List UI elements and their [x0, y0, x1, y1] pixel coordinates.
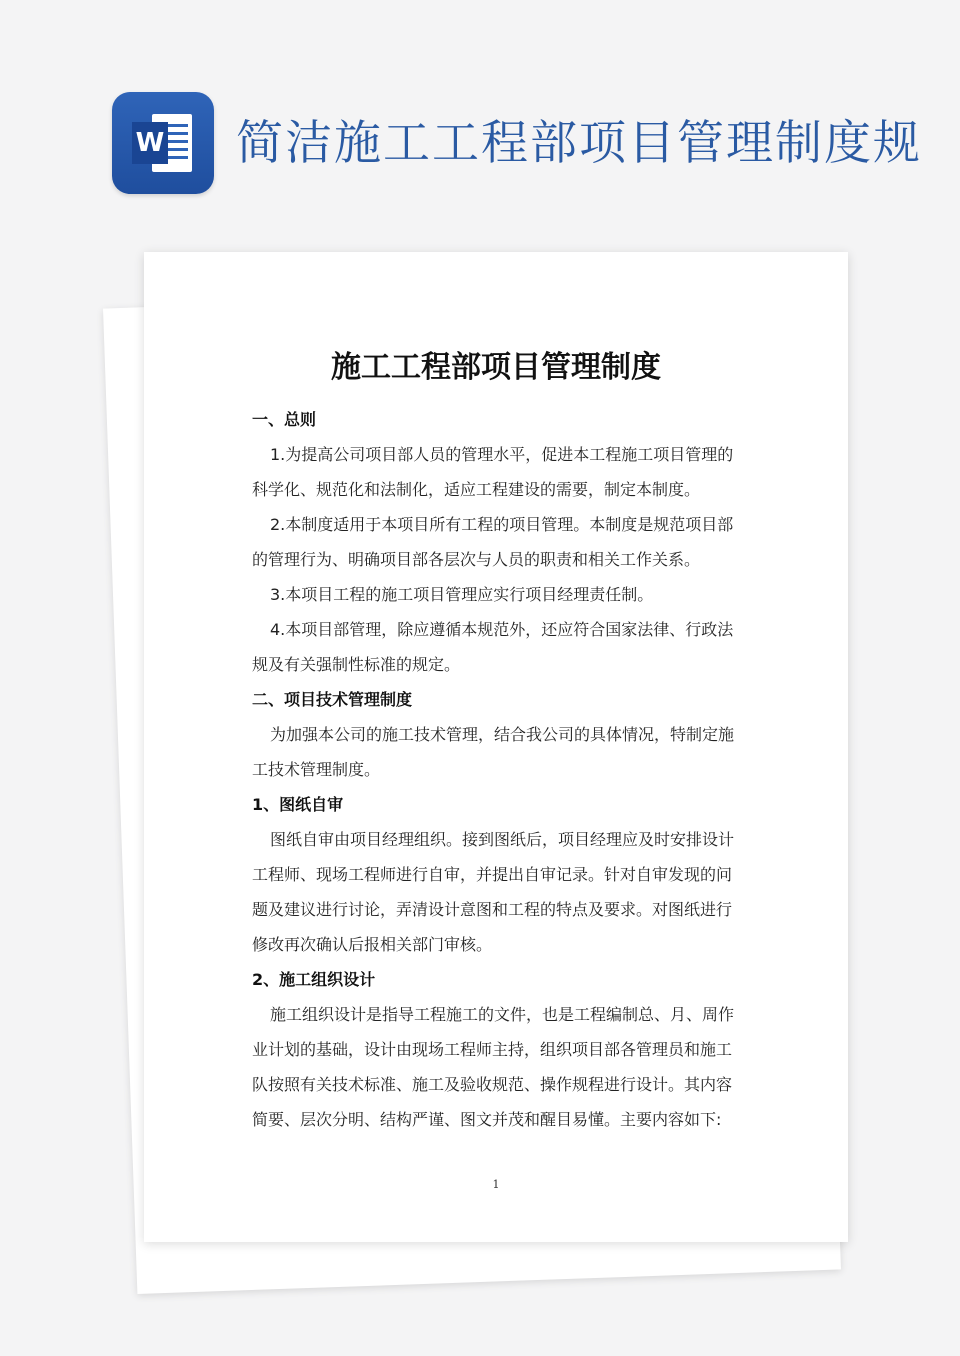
- word-document-icon: [112, 92, 214, 194]
- document-page: [144, 252, 848, 1242]
- paragraph-line: 科学化、规范化和法制化，适应工程建设的需要，制定本制度。: [252, 480, 701, 499]
- document-body: [252, 402, 744, 1137]
- paragraph-line: 的管理行为、明确项目部各层次与人员的职责和相关工作关系。: [252, 550, 701, 569]
- paragraph-line: 修改再次确认后报相关部门审核。: [252, 935, 493, 954]
- paragraph-line: 3.本项目工程的施工项目管理应实行项目经理责任制。: [270, 585, 654, 604]
- word-letter: W: [132, 122, 168, 164]
- paragraph-line: 业计划的基础，设计由现场工程师主持，组织项目部各管理员和施工: [252, 1040, 733, 1059]
- paragraph-line: 队按照有关技术标准、施工及验收规范、操作规程进行设计。其内容: [252, 1075, 733, 1094]
- paragraph-line: 施工组织设计是指导工程施工的文件，也是工程编制总、月、周作: [270, 1005, 735, 1024]
- section-heading: 1、图纸自审: [252, 795, 344, 814]
- section-heading: 2、施工组织设计: [252, 970, 376, 989]
- document-title: 施工工程部项目管理制度: [331, 350, 661, 385]
- paragraph-line: 为加强本公司的施工技术管理，结合我公司的具体情况，特制定施: [270, 725, 735, 744]
- paragraph-line: 4.本项目部管理，除应遵循本规范外，还应符合国家法律、行政法: [270, 620, 734, 639]
- paragraph-line: 规及有关强制性标准的规定。: [252, 655, 461, 674]
- paragraph-line: 1.为提高公司项目部人员的管理水平，促进本工程施工项目管理的: [270, 445, 734, 464]
- paragraph-line: 图纸自审由项目经理组织。接到图纸后，项目经理应及时安排设计: [270, 830, 735, 849]
- banner: [0, 0, 960, 240]
- section-heading: 二、项目技术管理制度: [252, 690, 413, 709]
- section-heading: 一、总则: [252, 410, 317, 429]
- paragraph-line: 题及建议进行讨论，弄清设计意图和工程的特点及要求。对图纸进行: [252, 900, 733, 919]
- paragraph-line: 工程师、现场工程师进行自审，并提出自审记录。针对自审发现的问: [252, 865, 733, 884]
- banner-title: 简洁施工工程部项目管理制度规: [236, 116, 922, 171]
- page-number: 1: [492, 1178, 500, 1191]
- paragraph-line: 2.本制度适用于本项目所有工程的项目管理。本制度是规范项目部: [270, 515, 734, 534]
- paragraph-line: 简要、层次分明、结构严谨、图文并茂和醒目易懂。主要内容如下:: [252, 1110, 722, 1129]
- paragraph-line: 工技术管理制度。: [252, 760, 381, 779]
